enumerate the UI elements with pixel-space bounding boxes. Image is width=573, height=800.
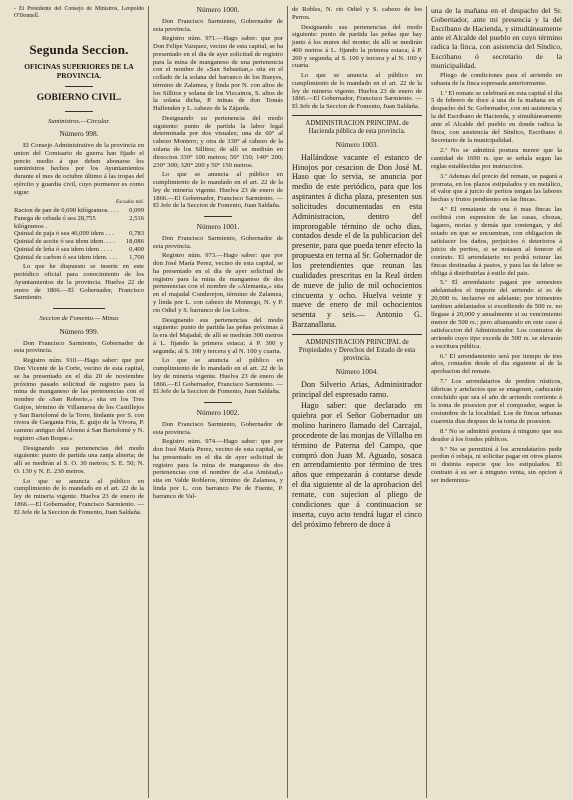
pliego-intro: Pliego de condiciones para el arriendo en subasta de la finca espresada anteriormente. — [431, 71, 562, 87]
section-title: Segunda Seccion. — [29, 41, 129, 57]
price-value: 0,400 — [129, 245, 144, 253]
condition-2: 2.ª No se admitirá postura menor que la cantidad de 1690 rs. que se señala segun las reglas establecidas por instruccion. — [431, 146, 562, 170]
notice-999-text: Registro núm. 910.—Hago saber: que por Don Vicente de la Corte, vecino de esta capital, se ha presentado en el dia 20 de noviembre próximo pasado solicitud de registro para la mina de manganeso de las pertenencias con el nombre de «San Roberto,» sita en los Tres Guijos, término de Villanueva de los Castillejos y San Bartolomé de la Torre, lindante por S. con rivera de Garganta Fria, E. guijo de la Vivora, P. camino antiguo del Alosno á San Bartolomé y N. registro «San Roque.» — [14, 357, 144, 442]
notice-998-closing: Lo que he dispuesto se inserte en este periódico oficial para conocimiento de los Ayuntamientos de la provincia. Huelva 22 de enero de 1866.—El Gobernador, Francisco Sarmiento. — [14, 263, 144, 302]
notice-1001-text2: Designando sus pertenencias del modo siguiente: punto de partida las peñas próximas á la era del Majadal; de allí se medirán 300 metros á L. fijando la primera estaca; á P. 300 y segunda; al S. 100 y tercera y al N. 100 y cuarta. — [153, 316, 283, 355]
notice-number-1001: Número 1001. — [196, 222, 240, 232]
price-row — [14, 246, 144, 254]
notice-999-closing: Lo que se anuncia al público en cumplimiento de lo mandado en el art. 22 de la ley de mineria vigente. Huelva 23 de enero de 1866.—El Gobernador, Francisco Sarmiento. —El Jefe de la Seccion de Fomento, Juan Saldaña. — [14, 477, 144, 516]
notice-1002-text: Registro núm. 974.—Hago saber: que por don José María Perez, vecino de esta capital, se ha presentado en el dia de ayer solicitud de registro para la mina de manganeso de dos pertenencias con el nombre de «La Amistad,» sita en Valde Robleros, término de Zalamea, y linda por L. con barranco Pie de Fuente, P. barranco de Val- — [153, 438, 283, 500]
price-value: 18,086 — [125, 238, 144, 246]
notice-number-998: Número 998. — [59, 129, 99, 139]
notice-1001-closing: Lo que se anuncia al público en cumplimiento de lo mandado en el art. 22 de la ley de mineria vigente. Huelva 23 de enero de 1866.—El Gobernador, Francisco Sarmiento. —El Jefe de la Seccion de Fomento, Juan Saldaña. — [153, 357, 283, 396]
price-value: 2,516 — [129, 214, 144, 222]
condition-4: 4.ª El rematante de una ó mas fincas las recibirá con espresion de las casas, chozas, lagares, norias y demás que contengan, y del estado en que se encuentran, con obligacion de satisfacer los daños, perjuicios ó deterioros á juicio de peritos, si se notasen al fenecer el contrato. El arrendatario no podrá roturar las fincas destinadas á pastos, y para las de labor se obliga á distribuirlas á estilo del pais. — [431, 206, 562, 277]
condition-5: 5.ª El arrendatario pagará por semestres adelantados el importe del arriendo si es de 20,000 rs. inclusive en adelante; por trimestres tambien adelantados si excediendo de 500 rs. no llegase á 20,000 y anualmente si su vencimiento menor de 500 rs.; pero afianzando en este caso á satisfaccion del Administrador. Los contratos de arriendo cuyo tipo exceda de 500 rs. se elevarán a escritura pública. — [431, 279, 562, 350]
divider — [204, 216, 233, 217]
divider — [65, 86, 94, 87]
notice-number-1000: Número 1000. — [196, 6, 240, 14]
notice-1000-closing: Lo que se anuncia al público en cumplimiento de lo mandado en el art. 22 de la ley de mineria vigente. Huelva 23 de enero de 1866.—El Gobernador, Francisco Sarmiento. —El Jefe de la Seccion de Fomento, Juan Saldaña. — [153, 171, 283, 210]
price-row — [14, 207, 144, 215]
column-1 — [10, 6, 149, 798]
escudos-label: Escudos mil. — [115, 198, 144, 205]
condition-6: 6.ª El arrendamiento será por tiempo de tres años, contados desde el dia siguiente al de la aprobacion del remate. — [431, 352, 562, 376]
notice-number-999: Número 999. — [59, 326, 99, 336]
top-note: - El Presidente del Consejo de Ministros, Leopoldo O'Donnell. — [14, 6, 144, 19]
price-value: 0,783 — [129, 230, 144, 238]
divider — [53, 308, 105, 309]
notice-1002-intro: Don Francisco Sarmiento, Gobernador de esta provincia. — [153, 420, 283, 436]
continued-text: una de la mañana en el despacho del Sr. Gobernador, ante mi presencia y la del Escribano de Hacienda, y simultáneamente ante el Alcalde del pueblo en cuyo término radica la finca, con asistencia del Síndico, Escribano ó secretario de la municipalidad. — [431, 6, 562, 70]
divider — [292, 334, 422, 335]
column-2 — [149, 6, 288, 798]
price-item: Fanega de cebada ó sea 28,755 kilógramos . — [14, 214, 96, 230]
price-row — [14, 254, 144, 262]
condition-9: 9.ª No se permitirá á los arrendatarios pedir perdon ó rebaja, ni solicitar pagar en otros plazos ni distinta especie que los estipulados. El contrato á su ser á ninguno venta, sin opcion á ser indemniza- — [431, 445, 562, 485]
divider — [292, 115, 422, 116]
column-4 — [427, 6, 566, 798]
fomento-heading: Seccion de Fomento.— Minas — [39, 315, 119, 323]
price-item: Quintal de leña ó sea idem idem . . . . — [14, 245, 113, 253]
condition-3: 3.ª Ademas del precio del remate, se pagará a prorrata, en los plazos estipulados y en metálico, el valor que á juicio de peritos tengan las labores hechas y frutos pendientes en las fincas. — [431, 172, 562, 204]
price-table — [14, 207, 144, 261]
condition-7: 7.ª Los arrendatarios de predios rústicos, fábricas y artefactos que se enagenen, caducarán concluido que sea el año de arriendo corriente á la toma de posesion por el comprador, segun la costumbre de la localidad. Los de fincas urbanas cuarenta dias despues de la toma de posesion. — [431, 378, 562, 425]
notice-1001-intro: Don Francisco Sarmiento, Gobernador de esta provincia. — [153, 234, 283, 250]
notice-1003-text: Hallándose vacante el estanco de Hinojos por cesacion de Don José M. Haso que lo servia, se anuncia por medio de este periódico, para que los aspirantes á dicha plaza, presenten sus solicitudes documentadas en esta Administracion, dentro del improrogable término de ocho dias, contados desde el de la publicacion del presente, para que pueda tener efecto la propuesta en terna al Sr. Gobernador de los pretendientes que reunan las cualidades prescritas en la Real órden de nueve de julio de mil ochocientos cincuenta y ocho. Huelva veinte y nueve de enero de mil ochocientos sesenta y seis.— Antonio G. Barzanallana. — [292, 152, 422, 330]
price-row — [14, 215, 144, 231]
continued-text: de Robles, N. rio Odiel y S. cabezo de los Perros. — [292, 6, 422, 21]
suministros-heading: Suministros.—Circular. — [48, 117, 110, 125]
offices-heading: OFICINAS SUPERIORES DE LA PROVINCIA. — [24, 61, 134, 80]
price-row — [14, 238, 144, 246]
notice-998-text: El Consejo Administrativo de la provincia en union del Comisario de guerra han fijado el precio medio á que deben abonarse los suministros hechos por los Ayuntamientos durante el mes de octubre último á las tropas del ejército y guardia civil, cuyo pormenor es como sigue: — [14, 142, 144, 196]
price-row — [14, 230, 144, 238]
divider — [204, 402, 233, 403]
price-item: Racion de pan de 0,690 kilógramos. . . . — [14, 207, 119, 214]
notice-999-intro: Don Francisco Sarmiento, Gobernador de esta provincia. — [14, 339, 144, 355]
column-3 — [288, 6, 427, 798]
price-item: Quintal de carbon ó sea idem idem. . . . — [14, 253, 118, 261]
notice-1000-text2: Designando su pertenencia del modo siguiente: punto de partida la labor legal determinada por dos visuales; una de 60° al cabezo Montero; y otra de 330° al cabezo de la solana de los Sillitos; de allí se medirán en direccion 330° 100 metros; 50° 150; 140° 200; 230° 300; 320° 200 y 50° 150 metros. — [153, 114, 283, 169]
notice-number-1004: Número 1004. — [335, 366, 379, 376]
gobierno-heading: GOBIERNO CIVIL. — [36, 93, 122, 104]
price-item: Quintal de aceite ó sea idem idem. . . . — [14, 238, 115, 246]
condition-8: 8.ª No se admitirá postura á ninguno que sea deudor á los fondos públicos. — [431, 427, 562, 443]
notice-999-text2: Designando sus pertenencias del modo siguiente: punto de partida una zanja abierta; de allí se medirán al S. O. 30 metros; S. E. 50; N. O. 130 y N. E. 230 metros. — [14, 444, 144, 475]
continued-text2: Designando sus pertenencias del modo siguiente: punto de partida las peñas que hay junto á los mures del monte; de allí se medirán 400 metros á L. fijando la primera estaca; á P. 200 y segunda; al S. 100 y tercera y al N. 100 y cuarta. — [292, 23, 422, 70]
notice-number-1002: Número 1002. — [196, 408, 240, 418]
notice-1000-text: Registro núm. 971.—Hago saber: que por Don Felipe Vazquez, vecino de esta capital, se ha presentado en el dia de ayer solicitud de registro para la mina de manganeso de una pertenencia con el nombre de «San Sebastian,» sita en el collado de la solana del barranco de los Bueyes, término de Zalamea, y linda por N. con altos de los Sillitos y solana de los Vizcainos, S. altos de la solana dicha, P. minas de don Tomás Halfenden y L. cabezo de la Zájarda. — [153, 35, 283, 113]
divider — [65, 111, 94, 112]
condition-1: 1.ª El remate se celebrará en esta capital el dia 5 de febrero de doce á una de la mañana en el despacho del Sr. Gobernador, con mi asistencia y la del Escribano de Hacienda, y simultáneamente ante el Alcalde del pueblo en donde radica la finca, con asistencia del Síndico, Escribano ó Secretario de la municipalidad. — [431, 89, 562, 145]
admin-heading: ADMINISTRACION PRINCIPAL de Hacienda pública de esta provincia. — [305, 119, 409, 135]
notice-number-1003: Número 1003. — [335, 139, 379, 149]
price-value: 0,099 — [129, 207, 144, 214]
notice-1004-text2: Hago saber: que declarado en quiebra por el Señor Gobernador un molino harinero llamado del Carcajal, procedente de las monjas de Villalba en término de Paterna del Campo, que compró don Juan M. Aguado, sosaca en arrendamiento por término de tres años que empezarán á contarse desde el dia siguiente al de la aprobacion del remate, con sujecion al pliego de condiciones que á continuacion se inserta, cuyo acto tendrá lugar el cinco del próximo febrero de doce á — [292, 401, 422, 529]
price-item: Quintal de paja ó sea 46,009 idem . . . — [14, 230, 114, 238]
notice-1000-intro: Don Francisco Sarmiento, Gobernador de esta provincia. — [153, 17, 283, 33]
price-value: 1,700 — [129, 253, 144, 261]
admin2-heading: ADMINISTRACION PRINCIPAL de Propiedades y Derechos del Estado de esta provincia. — [298, 338, 416, 362]
continued-closing: Lo que se anuncia al público en cumplimiento de lo mandado en el art. 22 de la ley de mineria vigente. Huelva 23 de enero de 1866.—El Gobernador, Francisco Sarmiento. —El Jefe de la Seccion de Fomento, Juan Saldaña. — [292, 72, 422, 111]
notice-1001-text: Registro núm. 973.—Hago saber: que por don José María Perez, vecino de esta capital, se ha presentado en el dia de ayer solicitud de registro para la mina de manganeso de dos pertenencias con el nombre de «Alemania,» sita en el majadal Conderejon, término de Zalamea, y linda por L. con cabezo de Monnego, N. y P. rio Odiel y S. barranco de los Lobos. — [153, 252, 283, 314]
notice-1004-text: Don Silverio Arias, Administrador principal del espresado ramo. — [292, 379, 422, 399]
